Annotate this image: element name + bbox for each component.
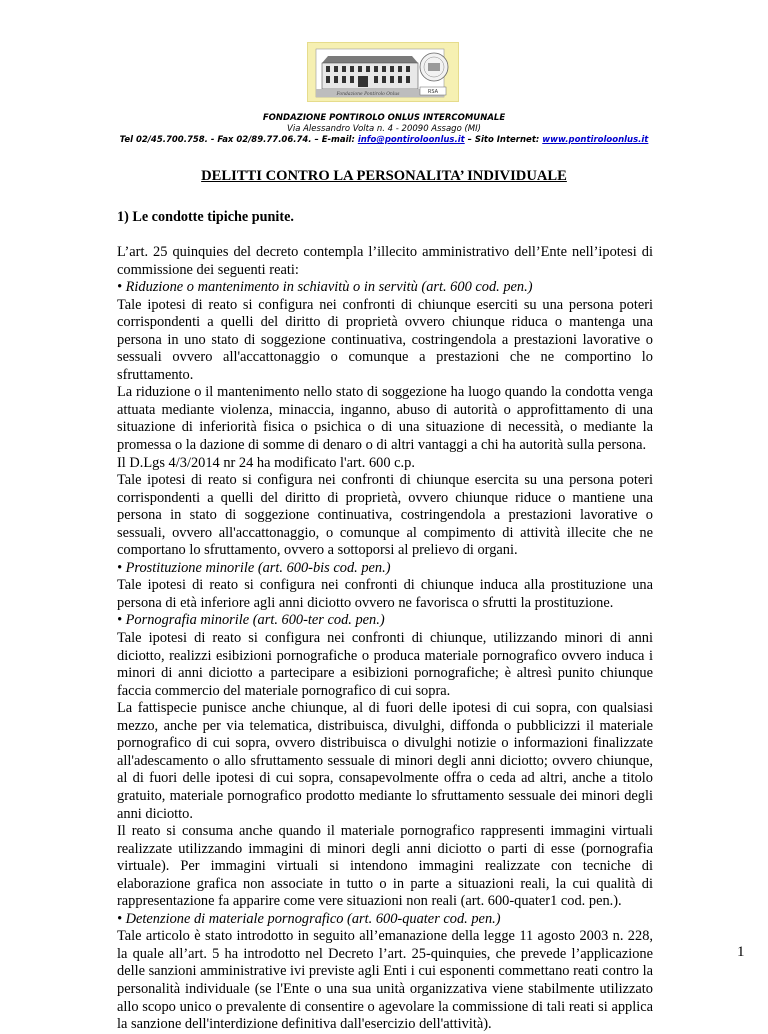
body-paragraph: Tale ipotesi di reato si configura nei confronti di chiunque esercita su una persona poteri corrispondenti a quelli del diritto di proprietà, ovvero chiunque riduce o mantiene una persona in stato di soggezione continuativa, costringendola a prestazioni lavorative o sessuali, ovvero all'accattonaggio, o comunque al compimento di attività illecite che ne comportano lo sfruttamento, ovvero a sottoporsi al prelievo di organi.	[117, 472, 653, 559]
website-link[interactable]: www.pontiroloonlus.it	[542, 135, 649, 145]
body-paragraph: La riduzione o il mantenimento nello stato di soggezione ha luogo quando la condotta venga attuata mediante violenza, minaccia, inganno, abuso di autorità o approfittamento di una situazione di inferiorità fisica o psichica o di una situazione di necessità, o mediante la promessa o la dazione di somme di denaro o di altri vantaggi a chi ha autorità sulla persona.	[117, 384, 653, 454]
body-paragraph: Tale ipotesi di reato si configura nei confronti di chiunque induca alla prostituzione una persona di età inferiore agli anni diciotto ovvero ne favorisca o sfrutti la prostituzione.	[117, 577, 653, 611]
article-heading: • Pornografia minorile (art. 600-ter cod. pen.)	[117, 612, 385, 629]
body-paragraph: Tale ipotesi di reato si configura nei confronti di chiunque eserciti su una persona poteri corrispondenti a quelli del diritto di proprietà ovvero chiunque riduca o mantenga una persona in uno stato di soggezione continuativa, costringendola a prestazioni lavorative o sessuali ovvero all'accattonaggio o comunque a prestazioni che ne comportino lo sfruttamento.	[117, 296, 653, 383]
svg-text:RSA: RSA	[427, 89, 439, 95]
page-number: 1	[737, 944, 745, 960]
contacts-phone-fax: Tel 02/45.700.758. - Fax 02/89.77.06.74. – E-mail:	[119, 135, 358, 145]
svg-text:Fondazione Pontirolo Onlus: Fondazione Pontirolo Onlus	[336, 92, 400, 97]
contacts-website-label: – Sito Internet:	[464, 135, 543, 145]
email-link[interactable]: info@pontiroloonlus.it	[357, 135, 465, 145]
body-paragraph: Tale articolo è stato introdotto in seguito all’emanazione della legge 11 agosto 2003 n. 228, la quale all’art. 5 ha introdotto nel Decreto l’art. 25-quinquies, che prevede l’applicazione delle sanzioni amministrative ivi previste agli Enti i cui esponenti commettano reati contro la personalità individuale (se l'Ente o una sua unità organizzativa viene stabilmente utilizzato allo scopo unico o prevalente di consentire o agevolare la commissione di tali reati si applica la sanzione dell'interdizione definitiva dall'esercizio dell'attività).	[117, 928, 653, 1033]
section-heading: 1) Le condotte tipiche punite.	[117, 209, 294, 225]
body-paragraph: L’art. 25 quinquies del decreto contempla l’illecito amministrativo dell’Ente nell’ipotesi di commissione dei seguenti reati:	[117, 244, 653, 278]
article-heading: • Detenzione di materiale pornografico (art. 600-quater cod. pen.)	[117, 910, 501, 927]
article-heading: • Prostituzione minorile (art. 600-bis cod. pen.)	[117, 559, 391, 576]
body-paragraph: La fattispecie punisce anche chiunque, al di fuori delle ipotesi di cui sopra, con qualsiasi mezzo, anche per via telematica, distribuisca, divulghi, diffonda o pubblicizzi il materiale pornografico di cui sopra, ovvero distribuisca o divulghi notizie o informazioni finalizzate all'adescamento o allo sfruttamento sessuale di minori degli anni diciotto; ovvero chiunque, al di fuori delle ipotesi di cui sopra, consapevolmente offra o ceda ad altri, anche a titolo gratuito, materiale pornografico prodotto mediante lo sfruttamento sessuale dei minori degli anni diciotto.	[117, 700, 653, 822]
building-illustration	[308, 43, 459, 102]
body-paragraph: Tale ipotesi di reato si configura nei confronti di chiunque, utilizzando minori di anni diciotto, realizzi esibizioni pornografiche o produca materiale pornografico ovvero induca i minori di anni diciotto a partecipare a esibizioni pornografiche; è altresì punito chiunque faccia commercio del materiale pornografico di cui sopra.	[117, 630, 653, 699]
org-address: Via Alessandro Volta n. 4 - 20090 Assago (MI)	[287, 124, 481, 134]
org-contacts	[0, 135, 768, 146]
article-heading: • Riduzione o mantenimento in schiavitù o in servitù (art. 600 cod. pen.)	[117, 279, 533, 296]
document-body	[117, 244, 653, 1034]
body-paragraph: Il reato si consuma anche quando il materiale pornografico rappresenti immagini virtuali realizzate utilizzando immagini di minori degli anni diciotto o parti di esse (pornografia virtuale). Per immagini virtuali si intendono immagini realizzate con tecniche di elaborazione grafica non associate in tutto o in parte a situazioni reali, la cui qualità di rappresentazione fa apparire come vere situazioni non reali (art. 600-quater1 cod. pen.).	[117, 823, 653, 910]
body-paragraph: Il D.Lgs 4/3/2014 nr 24 ha modificato l'art. 600 c.p.	[117, 454, 415, 471]
document-title: DELITTI CONTRO LA PERSONALITA’ INDIVIDUALE	[201, 168, 567, 184]
foundation-logo	[307, 42, 459, 102]
org-name: FONDAZIONE PONTIROLO ONLUS INTERCOMUNALE	[262, 113, 506, 123]
